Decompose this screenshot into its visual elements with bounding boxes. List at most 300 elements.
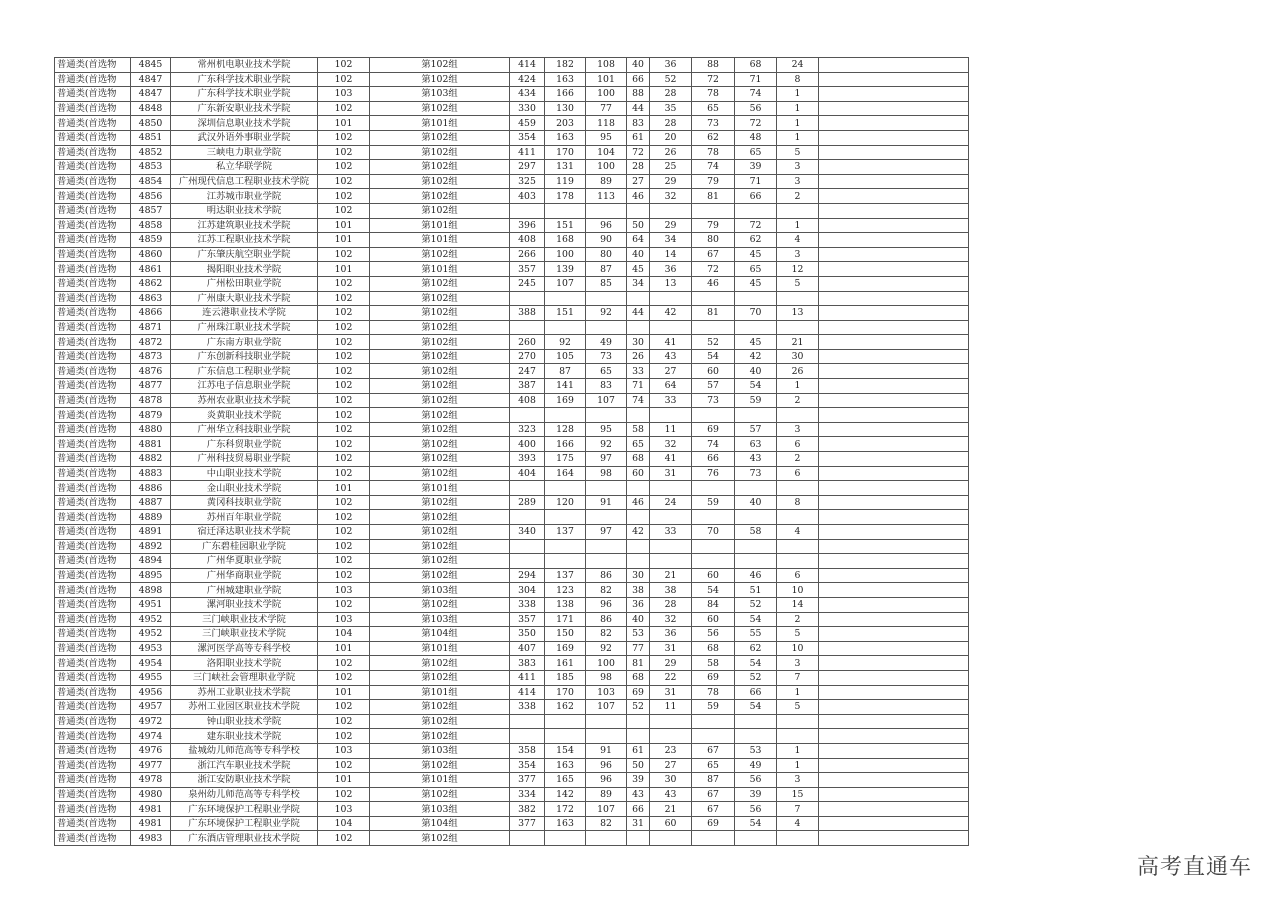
english-score-cell: 61 [627,743,650,758]
physics-score-cell: 28 [650,87,692,102]
group-name-cell: 第102组 [370,145,510,160]
category-cell: 普通类(首选物 [55,583,131,598]
group-code-cell: 102 [318,320,370,335]
elective-score-1-cell: 81 [692,189,735,204]
school-code-cell: 4955 [131,670,171,685]
group-code-cell: 102 [318,597,370,612]
group-name-cell: 第102组 [370,335,510,350]
math-score-cell: 118 [586,116,627,131]
english-score-cell: 71 [627,379,650,394]
total-score-cell: 304 [510,583,545,598]
group-name-cell: 第102组 [370,101,510,116]
school-name-cell: 苏州工业园区职业技术学院 [171,700,318,715]
physics-score-cell: 52 [650,72,692,87]
group-name-cell: 第102组 [370,320,510,335]
school-code-cell: 4863 [131,291,171,306]
empty-cell [819,247,969,262]
school-name-cell: 广州华立科技职业学院 [171,422,318,437]
english-score-cell: 66 [627,72,650,87]
rank-count-cell: 5 [777,700,819,715]
physics-score-cell: 36 [650,627,692,642]
math-score-cell: 100 [586,87,627,102]
elective-score-2-cell [735,554,777,569]
total-score-cell: 383 [510,656,545,671]
total-score-cell: 382 [510,802,545,817]
category-cell: 普通类(首选物 [55,160,131,175]
english-score-cell [627,481,650,496]
english-score-cell: 64 [627,233,650,248]
school-name-cell: 广东科学技术职业学院 [171,72,318,87]
empty-cell [819,452,969,467]
elective-score-1-cell: 67 [692,802,735,817]
rank-count-cell: 21 [777,335,819,350]
empty-cell [819,539,969,554]
empty-cell [819,802,969,817]
english-score-cell [627,320,650,335]
physics-score-cell [650,291,692,306]
chinese-score-cell: 92 [545,335,586,350]
group-name-cell: 第102组 [370,349,510,364]
category-cell: 普通类(首选物 [55,101,131,116]
elective-score-2-cell: 49 [735,758,777,773]
chinese-score-cell: 164 [545,466,586,481]
table-row [55,773,969,788]
english-score-cell: 69 [627,685,650,700]
category-cell: 普通类(首选物 [55,700,131,715]
rank-count-cell: 3 [777,773,819,788]
group-name-cell: 第103组 [370,583,510,598]
physics-score-cell [650,539,692,554]
english-score-cell [627,291,650,306]
category-cell: 普通类(首选物 [55,218,131,233]
total-score-cell: 396 [510,218,545,233]
group-name-cell: 第102组 [370,393,510,408]
school-name-cell: 广州华夏职业学院 [171,554,318,569]
chinese-score-cell: 163 [545,816,586,831]
rank-count-cell: 12 [777,262,819,277]
math-score-cell: 86 [586,612,627,627]
elective-score-2-cell [735,714,777,729]
rank-count-cell [777,291,819,306]
elective-score-2-cell: 56 [735,101,777,116]
elective-score-1-cell: 79 [692,218,735,233]
math-score-cell: 98 [586,670,627,685]
chinese-score-cell: 151 [545,306,586,321]
chinese-score-cell: 168 [545,233,586,248]
physics-score-cell [650,554,692,569]
school-name-cell: 盐城幼儿师范高等专科学校 [171,743,318,758]
elective-score-1-cell [692,539,735,554]
table-row [55,685,969,700]
physics-score-cell [650,320,692,335]
group-name-cell: 第102组 [370,58,510,73]
math-score-cell: 107 [586,700,627,715]
english-score-cell: 39 [627,773,650,788]
english-score-cell: 77 [627,641,650,656]
school-name-cell: 金山职业技术学院 [171,481,318,496]
elective-score-1-cell: 52 [692,335,735,350]
elective-score-1-cell [692,729,735,744]
group-code-cell: 102 [318,700,370,715]
school-code-cell: 4980 [131,787,171,802]
math-score-cell: 107 [586,802,627,817]
group-name-cell: 第102组 [370,306,510,321]
category-cell: 普通类(首选物 [55,422,131,437]
school-name-cell: 深圳信息职业技术学院 [171,116,318,131]
english-score-cell: 74 [627,393,650,408]
group-code-cell: 102 [318,729,370,744]
group-name-cell: 第101组 [370,773,510,788]
elective-score-1-cell: 70 [692,525,735,540]
group-code-cell: 102 [318,495,370,510]
group-code-cell: 102 [318,393,370,408]
category-cell: 普通类(首选物 [55,656,131,671]
chinese-score-cell: 100 [545,247,586,262]
elective-score-2-cell: 51 [735,583,777,598]
table-row [55,349,969,364]
table-row [55,583,969,598]
table-row [55,758,969,773]
school-name-cell: 江苏电子信息职业学院 [171,379,318,394]
physics-score-cell [650,481,692,496]
elective-score-1-cell: 79 [692,174,735,189]
english-score-cell: 43 [627,787,650,802]
group-code-cell: 103 [318,612,370,627]
chinese-score-cell: 170 [545,145,586,160]
school-name-cell: 漯河职业技术学院 [171,597,318,612]
chinese-score-cell: 154 [545,743,586,758]
category-cell: 普通类(首选物 [55,349,131,364]
school-code-cell: 4853 [131,160,171,175]
total-score-cell [510,481,545,496]
elective-score-1-cell: 66 [692,452,735,467]
math-score-cell [586,510,627,525]
group-name-cell: 第101组 [370,218,510,233]
table-row [55,364,969,379]
rank-count-cell: 6 [777,466,819,481]
physics-score-cell: 36 [650,58,692,73]
category-cell: 普通类(首选物 [55,714,131,729]
category-cell: 普通类(首选物 [55,203,131,218]
total-score-cell: 404 [510,466,545,481]
group-name-cell: 第102组 [370,408,510,423]
physics-score-cell: 36 [650,262,692,277]
elective-score-2-cell: 62 [735,233,777,248]
empty-cell [819,437,969,452]
total-score-cell [510,554,545,569]
elective-score-2-cell [735,510,777,525]
table-row [55,670,969,685]
physics-score-cell: 43 [650,349,692,364]
school-code-cell: 4881 [131,437,171,452]
group-name-cell: 第102组 [370,160,510,175]
group-code-cell: 103 [318,743,370,758]
rank-count-cell: 5 [777,276,819,291]
school-name-cell: 三门峡职业技术学院 [171,627,318,642]
school-name-cell: 三门峡职业技术学院 [171,612,318,627]
english-score-cell: 38 [627,583,650,598]
table-row [55,729,969,744]
school-code-cell: 4889 [131,510,171,525]
rank-count-cell: 24 [777,58,819,73]
elective-score-2-cell: 71 [735,72,777,87]
elective-score-2-cell [735,291,777,306]
elective-score-2-cell: 54 [735,816,777,831]
empty-cell [819,72,969,87]
chinese-score-cell: 175 [545,452,586,467]
chinese-score-cell: 169 [545,393,586,408]
physics-score-cell [650,729,692,744]
school-name-cell: 私立华联学院 [171,160,318,175]
total-score-cell: 393 [510,452,545,467]
english-score-cell: 30 [627,335,650,350]
group-code-cell: 102 [318,203,370,218]
category-cell: 普通类(首选物 [55,481,131,496]
school-name-cell: 洛阳职业技术学院 [171,656,318,671]
physics-score-cell: 31 [650,466,692,481]
category-cell: 普通类(首选物 [55,831,131,846]
empty-cell [819,816,969,831]
table-row [55,481,969,496]
elective-score-1-cell [692,714,735,729]
total-score-cell [510,510,545,525]
empty-cell [819,174,969,189]
chinese-score-cell: 161 [545,656,586,671]
english-score-cell: 36 [627,597,650,612]
total-score-cell: 338 [510,597,545,612]
empty-cell [819,583,969,598]
group-code-cell: 102 [318,408,370,423]
elective-score-2-cell: 74 [735,87,777,102]
elective-score-1-cell: 60 [692,612,735,627]
school-code-cell: 4892 [131,539,171,554]
elective-score-2-cell: 71 [735,174,777,189]
elective-score-1-cell: 69 [692,670,735,685]
rank-count-cell [777,203,819,218]
rank-count-cell: 7 [777,802,819,817]
empty-cell [819,685,969,700]
english-score-cell: 72 [627,145,650,160]
math-score-cell: 107 [586,393,627,408]
total-score-cell [510,729,545,744]
empty-cell [819,670,969,685]
school-code-cell: 4951 [131,597,171,612]
physics-score-cell: 38 [650,583,692,598]
group-name-cell: 第102组 [370,597,510,612]
math-score-cell [586,831,627,846]
math-score-cell: 91 [586,495,627,510]
group-name-cell: 第101组 [370,641,510,656]
school-code-cell: 4974 [131,729,171,744]
group-name-cell: 第102组 [370,174,510,189]
chinese-score-cell: 87 [545,364,586,379]
physics-score-cell: 31 [650,641,692,656]
empty-cell [819,291,969,306]
group-name-cell: 第102组 [370,729,510,744]
school-name-cell: 广州康大职业技术学院 [171,291,318,306]
empty-cell [819,189,969,204]
school-code-cell: 4862 [131,276,171,291]
school-name-cell: 广东酒店管理职业技术学院 [171,831,318,846]
table-row [55,437,969,452]
school-code-cell: 4952 [131,612,171,627]
table-row [55,306,969,321]
school-name-cell: 中山职业技术学院 [171,466,318,481]
school-name-cell: 常州机电职业技术学院 [171,58,318,73]
elective-score-1-cell: 88 [692,58,735,73]
group-code-cell: 103 [318,802,370,817]
english-score-cell: 26 [627,349,650,364]
total-score-cell: 354 [510,130,545,145]
physics-score-cell: 28 [650,116,692,131]
rank-count-cell [777,539,819,554]
physics-score-cell: 42 [650,306,692,321]
school-code-cell: 4891 [131,525,171,540]
physics-score-cell: 27 [650,758,692,773]
school-name-cell: 苏州工业职业技术学院 [171,685,318,700]
elective-score-1-cell: 84 [692,597,735,612]
group-code-cell: 102 [318,466,370,481]
school-code-cell: 4952 [131,627,171,642]
table-row [55,554,969,569]
category-cell: 普通类(首选物 [55,670,131,685]
total-score-cell: 407 [510,641,545,656]
table-row [55,160,969,175]
school-name-cell: 广东肇庆航空职业学院 [171,247,318,262]
total-score-cell: 289 [510,495,545,510]
rank-count-cell: 1 [777,758,819,773]
elective-score-1-cell: 57 [692,379,735,394]
chinese-score-cell: 137 [545,568,586,583]
empty-cell [819,116,969,131]
elective-score-1-cell: 78 [692,87,735,102]
chinese-score-cell [545,320,586,335]
chinese-score-cell [545,831,586,846]
empty-cell [819,787,969,802]
chinese-score-cell: 142 [545,787,586,802]
total-score-cell: 434 [510,87,545,102]
category-cell: 普通类(首选物 [55,189,131,204]
elective-score-2-cell [735,729,777,744]
category-cell: 普通类(首选物 [55,408,131,423]
elective-score-2-cell: 59 [735,393,777,408]
total-score-cell: 400 [510,437,545,452]
english-score-cell: 33 [627,364,650,379]
english-score-cell: 27 [627,174,650,189]
group-name-cell: 第103组 [370,743,510,758]
total-score-cell: 325 [510,174,545,189]
table-row [55,233,969,248]
empty-cell [819,335,969,350]
group-code-cell: 101 [318,233,370,248]
table-row [55,218,969,233]
english-score-cell: 52 [627,700,650,715]
school-code-cell: 4854 [131,174,171,189]
category-cell: 普通类(首选物 [55,641,131,656]
empty-cell [819,262,969,277]
rank-count-cell [777,554,819,569]
elective-score-2-cell: 66 [735,189,777,204]
rank-count-cell: 5 [777,627,819,642]
school-name-cell: 三峡电力职业学院 [171,145,318,160]
table-row [55,174,969,189]
chinese-score-cell: 123 [545,583,586,598]
total-score-cell: 334 [510,787,545,802]
physics-score-cell: 30 [650,773,692,788]
school-code-cell: 4972 [131,714,171,729]
math-score-cell: 103 [586,685,627,700]
group-name-cell: 第104组 [370,816,510,831]
table-row [55,87,969,102]
physics-score-cell: 32 [650,437,692,452]
school-code-cell: 4883 [131,466,171,481]
school-code-cell: 4880 [131,422,171,437]
category-cell: 普通类(首选物 [55,568,131,583]
total-score-cell: 459 [510,116,545,131]
chinese-score-cell [545,291,586,306]
rank-count-cell: 3 [777,422,819,437]
elective-score-2-cell: 57 [735,422,777,437]
math-score-cell: 96 [586,758,627,773]
physics-score-cell: 43 [650,787,692,802]
english-score-cell [627,539,650,554]
school-code-cell: 4887 [131,495,171,510]
table-row [55,597,969,612]
empty-cell [819,554,969,569]
group-name-cell: 第101组 [370,685,510,700]
group-code-cell: 102 [318,247,370,262]
school-name-cell: 江苏城市职业学院 [171,189,318,204]
school-name-cell: 广东科学技术职业学院 [171,87,318,102]
physics-score-cell: 23 [650,743,692,758]
table-row [55,58,969,73]
school-name-cell: 广州松田职业学院 [171,276,318,291]
elective-score-1-cell: 58 [692,656,735,671]
rank-count-cell: 1 [777,130,819,145]
elective-score-1-cell: 74 [692,437,735,452]
table-row [55,656,969,671]
english-score-cell: 60 [627,466,650,481]
group-name-cell: 第102组 [370,247,510,262]
empty-cell [819,773,969,788]
chinese-score-cell: 163 [545,130,586,145]
elective-score-1-cell: 78 [692,685,735,700]
rank-count-cell: 3 [777,656,819,671]
physics-score-cell: 34 [650,233,692,248]
category-cell: 普通类(首选物 [55,393,131,408]
math-score-cell: 92 [586,306,627,321]
empty-cell [819,758,969,773]
elective-score-2-cell: 52 [735,670,777,685]
group-name-cell: 第102组 [370,189,510,204]
math-score-cell: 98 [586,466,627,481]
empty-cell [819,831,969,846]
elective-score-2-cell: 68 [735,58,777,73]
chinese-score-cell [545,714,586,729]
empty-cell [819,627,969,642]
school-code-cell: 4873 [131,349,171,364]
total-score-cell [510,831,545,846]
group-code-cell: 101 [318,641,370,656]
elective-score-2-cell [735,539,777,554]
english-score-cell: 53 [627,627,650,642]
rank-count-cell: 1 [777,743,819,758]
table-row [55,510,969,525]
school-name-cell: 广东信息工程职业学院 [171,364,318,379]
rank-count-cell [777,408,819,423]
group-name-cell: 第102组 [370,466,510,481]
group-code-cell: 101 [318,116,370,131]
